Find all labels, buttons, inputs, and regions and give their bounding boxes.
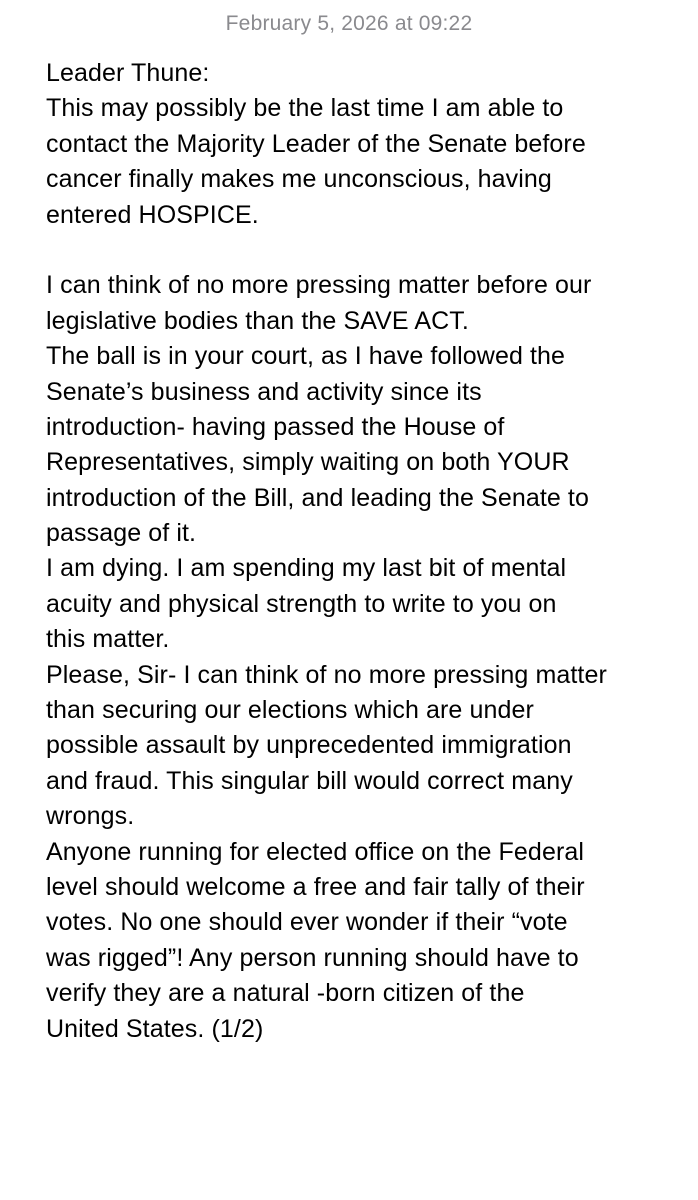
note-line: entered HOSPICE. — [46, 200, 259, 229]
note-line: passage of it. — [46, 519, 197, 548]
note-line: Anyone running for elected office on the Federal — [46, 837, 585, 866]
note-line: Representatives, simply waiting on both YOUR — [46, 448, 570, 477]
note-line: possible assault by unprecedented immigration — [46, 731, 572, 760]
note-line: verify they are a natural -born citizen of the — [46, 979, 525, 1008]
note-line: This may possibly be the last time I am able to — [46, 94, 564, 123]
note-body[interactable] — [46, 56, 686, 1047]
note-line: introduction- having passed the House of — [46, 412, 505, 441]
note-line: was rigged”! Any person running should have to — [46, 943, 579, 972]
note-line: than securing our elections which are under — [46, 696, 534, 725]
note-line: votes. No one should ever wonder if their “vote — [46, 908, 568, 937]
blank-line — [46, 233, 686, 268]
note-line: legislative bodies than the SAVE ACT. — [46, 306, 469, 335]
note-line: cancer finally makes me unconscious, having — [46, 165, 552, 194]
note-line: I can think of no more pressing matter before our — [46, 271, 592, 300]
note-line: contact the Majority Leader of the Senate before — [46, 129, 586, 158]
note-line: United States. (1/2) — [46, 1014, 264, 1043]
note-line: I am dying. I am spending my last bit of mental — [46, 554, 567, 583]
note-line: introduction of the Bill, and leading the Senate to — [46, 483, 589, 512]
note-line: level should welcome a free and fair tally of their — [46, 872, 585, 901]
note-line: Leader Thune: — [46, 59, 210, 87]
note-line: and fraud. This singular bill would correct many — [46, 766, 573, 795]
note-line: wrongs. — [46, 802, 135, 831]
note-line: Senate’s business and activity since its — [46, 377, 482, 406]
note-line: Please, Sir- I can think of no more pressing matter — [46, 660, 607, 689]
note-timestamp: February 5, 2026 at 09:22 — [225, 12, 473, 35]
note-line: The ball is in your court, as I have followed the — [46, 342, 566, 371]
note-line: acuity and physical strength to write to you on — [46, 589, 557, 618]
note-line: this matter. — [46, 625, 170, 654]
